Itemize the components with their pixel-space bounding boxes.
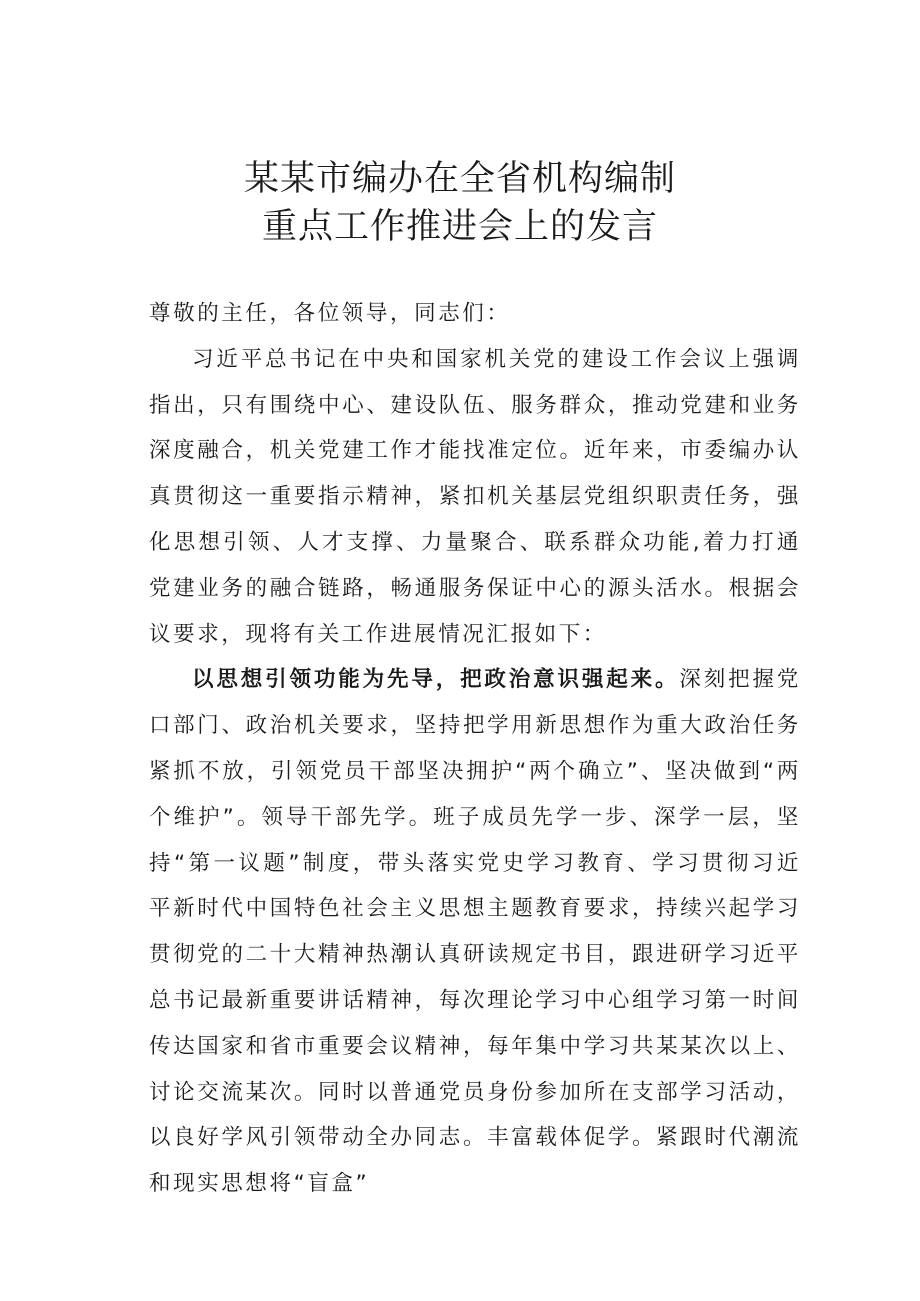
document-title bbox=[0, 155, 920, 251]
title-line-1: 某某市编办在全省机构编制 bbox=[243, 159, 676, 199]
document-body bbox=[149, 291, 801, 1207]
salutation: 尊敬的主任，各位领导，同志们： bbox=[149, 301, 511, 326]
paragraph-body-text: 深刻把握党口部门、政治机关要求，坚持把学用新思想作为重大政治任务紧抓不放，引领党员干部坚决拥护“两个确立”、坚决做到“两个维护”。领导干部先学。班子成员先学一步、深学一层，坚持“第一议题”制度，带头落实党史学习教育、学习贯彻习近平新时代中国特色社会主义思想主题教育要求，持续兴起学习贯彻党的二十大精神热潮认真研读规定书目，跟进研学习近平总书记最新重要讲话精神，每次理论学习中心组学习第一时间传达国家和省市重要会议精神，每年集中学习共某某次以上、讨论交流某次。同时以普通党员身份参加所在支部学习活动，以良好学风引领带动全办同志。丰富载体促学。紧跟时代潮流和现实思想将“盲盒” bbox=[149, 667, 801, 1197]
paragraph-thought-leadership bbox=[149, 657, 801, 1207]
paragraph-lead-heading: 以思想引领功能为先导，把政治意识强起来。 bbox=[192, 667, 680, 693]
title-line-2: 重点工作推进会上的发言 bbox=[261, 207, 658, 247]
paragraph-intro: 习近平总书记在中央和国家机关党的建设工作会议上强调指出，只有围绕中心、建设队伍、服务群众，推动党建和业务深度融合，机关党建工作才能找准定位。近年来，市委编办认真贯彻这一重要指示精神，紧扣机关基层党组织职责任务，强化思想引领、人才支撑、力量聚合、联系群众功能,着力打通党建业务的融合链路，畅通服务保证中心的源头活水。根据会议要求，现将有关工作进展情况汇报如下： bbox=[149, 346, 801, 647]
